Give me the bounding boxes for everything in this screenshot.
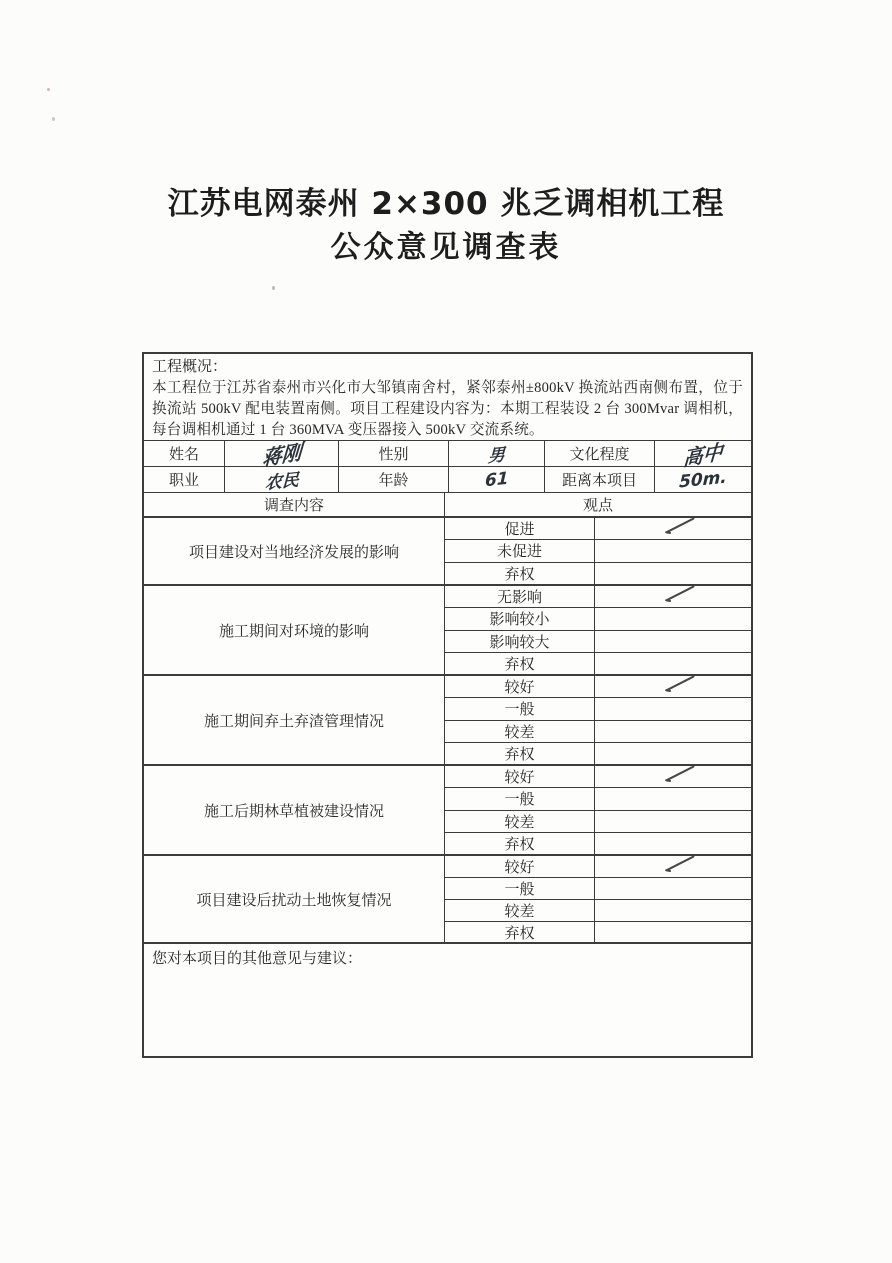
option-check-cell xyxy=(595,698,751,719)
option-check-cell xyxy=(595,922,751,943)
option-label: 一般 xyxy=(445,698,595,719)
option-row xyxy=(445,563,751,584)
option-row xyxy=(445,631,751,653)
question-group-4 xyxy=(144,766,751,856)
option-check-cell xyxy=(595,608,751,629)
option-check-cell xyxy=(595,811,751,832)
name-label: 姓名 xyxy=(144,441,225,466)
option-check-cell xyxy=(595,833,751,854)
question-group-1 xyxy=(144,518,751,586)
occupation-label: 职业 xyxy=(144,467,225,492)
scan-speck xyxy=(272,286,275,290)
occupation-value: 农民 xyxy=(225,467,339,492)
comments-label: 您对本项目的其他意见与建议： xyxy=(152,951,363,967)
question-1-label: 项目建设对当地经济发展的影响 xyxy=(144,518,445,584)
education-value: 高中 xyxy=(682,439,724,471)
checkmark-icon xyxy=(665,855,694,871)
option-row xyxy=(445,811,751,833)
comments-cell xyxy=(144,944,751,1056)
option-check-cell xyxy=(595,540,751,561)
option-label: 弃权 xyxy=(445,743,595,764)
option-row xyxy=(445,766,751,788)
option-check-cell xyxy=(595,631,751,652)
option-label: 较好 xyxy=(445,856,595,877)
info-row-1 xyxy=(144,439,751,471)
option-label: 较差 xyxy=(445,811,595,832)
question-5-label: 项目建设后扰动土地恢复情况 xyxy=(144,856,445,942)
age-value: 61 xyxy=(449,467,545,492)
option-label: 较差 xyxy=(445,900,595,921)
survey-header-row xyxy=(144,493,751,518)
option-row xyxy=(445,608,751,630)
option-label: 影响较大 xyxy=(445,631,595,652)
option-row xyxy=(445,653,751,674)
option-row xyxy=(445,788,751,810)
option-check-cell xyxy=(595,653,751,674)
option-label: 弃权 xyxy=(445,922,595,943)
education-label: 文化程度 xyxy=(545,441,655,466)
option-check-cell xyxy=(595,563,751,584)
option-check-cell xyxy=(595,788,751,809)
distance-value: 50m. xyxy=(678,466,728,493)
option-label: 一般 xyxy=(445,878,595,899)
option-check-cell xyxy=(595,676,751,697)
opinion-header: 观点 xyxy=(582,498,613,514)
option-label: 弃权 xyxy=(445,653,595,674)
survey-content-header: 调查内容 xyxy=(144,493,445,516)
checkmark-icon xyxy=(665,765,694,781)
title-line-2: 公众意见调查表 xyxy=(330,230,562,265)
option-row xyxy=(445,540,751,562)
option-row xyxy=(445,900,751,922)
option-label: 一般 xyxy=(445,788,595,809)
option-label: 较好 xyxy=(445,766,595,787)
title-line-1: 江苏电网泰州 2×300 兆乏调相机工程 xyxy=(167,186,725,222)
option-check-cell xyxy=(595,766,751,787)
option-check-cell xyxy=(595,743,751,764)
option-label: 促进 xyxy=(445,518,595,539)
option-check-cell xyxy=(595,856,751,877)
option-row xyxy=(445,518,751,540)
scan-speck xyxy=(47,88,50,91)
option-check-cell xyxy=(595,878,751,899)
document-title xyxy=(0,182,892,270)
age-label: 年龄 xyxy=(339,467,449,492)
gender-value: 男 xyxy=(449,441,545,466)
question-group-5 xyxy=(144,856,751,944)
survey-form-table xyxy=(142,352,753,1058)
option-row xyxy=(445,833,751,854)
question-2-label: 施工期间对环境的影响 xyxy=(144,586,445,674)
option-row xyxy=(445,922,751,943)
option-row xyxy=(445,878,751,900)
scan-speck xyxy=(52,117,55,121)
option-row xyxy=(445,856,751,878)
option-check-cell xyxy=(595,721,751,742)
question-group-2 xyxy=(144,586,751,676)
info-row-2 xyxy=(144,467,751,493)
checkmark-icon xyxy=(665,517,694,533)
question-group-3 xyxy=(144,676,751,766)
distance-label: 距离本项目 xyxy=(545,467,655,492)
option-label: 较差 xyxy=(445,721,595,742)
checkmark-icon xyxy=(665,585,694,601)
option-label: 较好 xyxy=(445,676,595,697)
option-row xyxy=(445,676,751,698)
project-overview-body: 本工程位于江苏省泰州市兴化市大邹镇南舍村，紧邻泰州±800kV 换流站西南侧布置，位于换流站 500kV 配电装置南侧。项目工程建设内容为：本期工程装设 2 台 300Mvar 调相机，每台调相机通过 1 台 360MVA 变压器接入 500kV 交流系统。 xyxy=(152,380,743,438)
option-row xyxy=(445,721,751,743)
option-label: 未促进 xyxy=(445,540,595,561)
project-overview-cell xyxy=(144,354,751,441)
option-check-cell xyxy=(595,518,751,539)
option-row xyxy=(445,743,751,764)
question-4-label: 施工后期林草植被建设情况 xyxy=(144,766,445,854)
name-value: 蒋刚 xyxy=(225,441,339,466)
option-check-cell xyxy=(595,900,751,921)
option-check-cell xyxy=(595,586,751,607)
option-label: 影响较小 xyxy=(445,608,595,629)
option-row xyxy=(445,586,751,608)
gender-label: 性别 xyxy=(339,441,449,466)
option-label: 弃权 xyxy=(445,833,595,854)
option-label: 无影响 xyxy=(445,586,595,607)
question-3-label: 施工期间弃土弃渣管理情况 xyxy=(144,676,445,764)
project-overview-heading: 工程概况： xyxy=(152,359,228,375)
checkmark-icon xyxy=(665,675,694,691)
option-row xyxy=(445,698,751,720)
option-label: 弃权 xyxy=(445,563,595,584)
